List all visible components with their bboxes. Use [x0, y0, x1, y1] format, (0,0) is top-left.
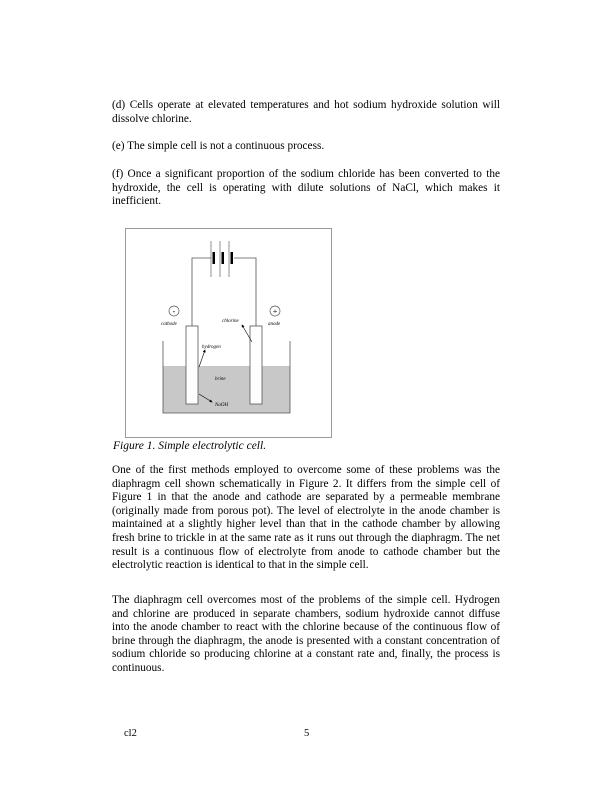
- paragraph-diaphragm-intro: One of the first methods employed to overcome some of these problems was the diaphragm cell shown schematically in Figure 2. It differs from the simple cell of Figure 1 in that the anode and cathode are separated by a permeable membrane (originally made from porous pot). The level of electrolyte in the anode chamber is maintained at a slightly higher level than that in the cathode chamber by allowing fresh brine to trickle in at the same rate as it runs out through the diaphragm. The net result is a continuous flow of electrolyte from anode to cathode chamber but the electrolytic reaction is identical to that in the simple cell.: [112, 464, 500, 572]
- hydrogen-arrow: [199, 350, 205, 367]
- hydrogen-label: hydrogen: [202, 345, 221, 350]
- cathode-label: cathode: [161, 322, 177, 327]
- wire-left: [192, 258, 211, 326]
- naoh-label: NaOH: [215, 403, 229, 408]
- figure-1-frame: [125, 228, 332, 438]
- anode-electrode: [250, 326, 262, 404]
- anode-label: anode: [268, 322, 281, 327]
- plus-sign: +: [272, 307, 278, 316]
- figure-caption: Figure 1. Simple electrolytic cell.: [113, 440, 267, 452]
- paragraph-d: (d) Cells operate at elevated temperatures and hot sodium hydroxide solution will dissolve chlorine.: [112, 99, 500, 125]
- electrolytic-cell-diagram: [126, 229, 331, 437]
- minus-sign: -: [172, 307, 176, 316]
- chlorine-label: chlorine: [222, 319, 239, 324]
- page-number: 5: [304, 728, 310, 739]
- paragraph-diaphragm-advantages: The diaphragm cell overcomes most of the problems of the simple cell. Hydrogen and chlorine are produced in separate chambers, sodium hydroxide cannot diffuse into the anode chamber to react with the chlorine because of the continuous flow of brine through the diaphragm, the anode is presented with a constant concentration of sodium chloride so producing chlorine at a constant rate and, finally, the process is continuous.: [112, 594, 500, 674]
- footer-doc-id: cl2: [124, 728, 137, 739]
- paragraph-f: (f) Once a significant proportion of the sodium chloride has been converted to the hydroxide, the cell is operating with dilute solutions of NaCl, which makes it inefficient.: [112, 168, 500, 208]
- paragraph-e: (e) The simple cell is not a continuous process.: [112, 140, 325, 152]
- cathode-electrode: [186, 326, 198, 404]
- wire-right: [234, 258, 256, 326]
- brine-label: brine: [215, 377, 226, 382]
- battery-icon: [211, 241, 233, 277]
